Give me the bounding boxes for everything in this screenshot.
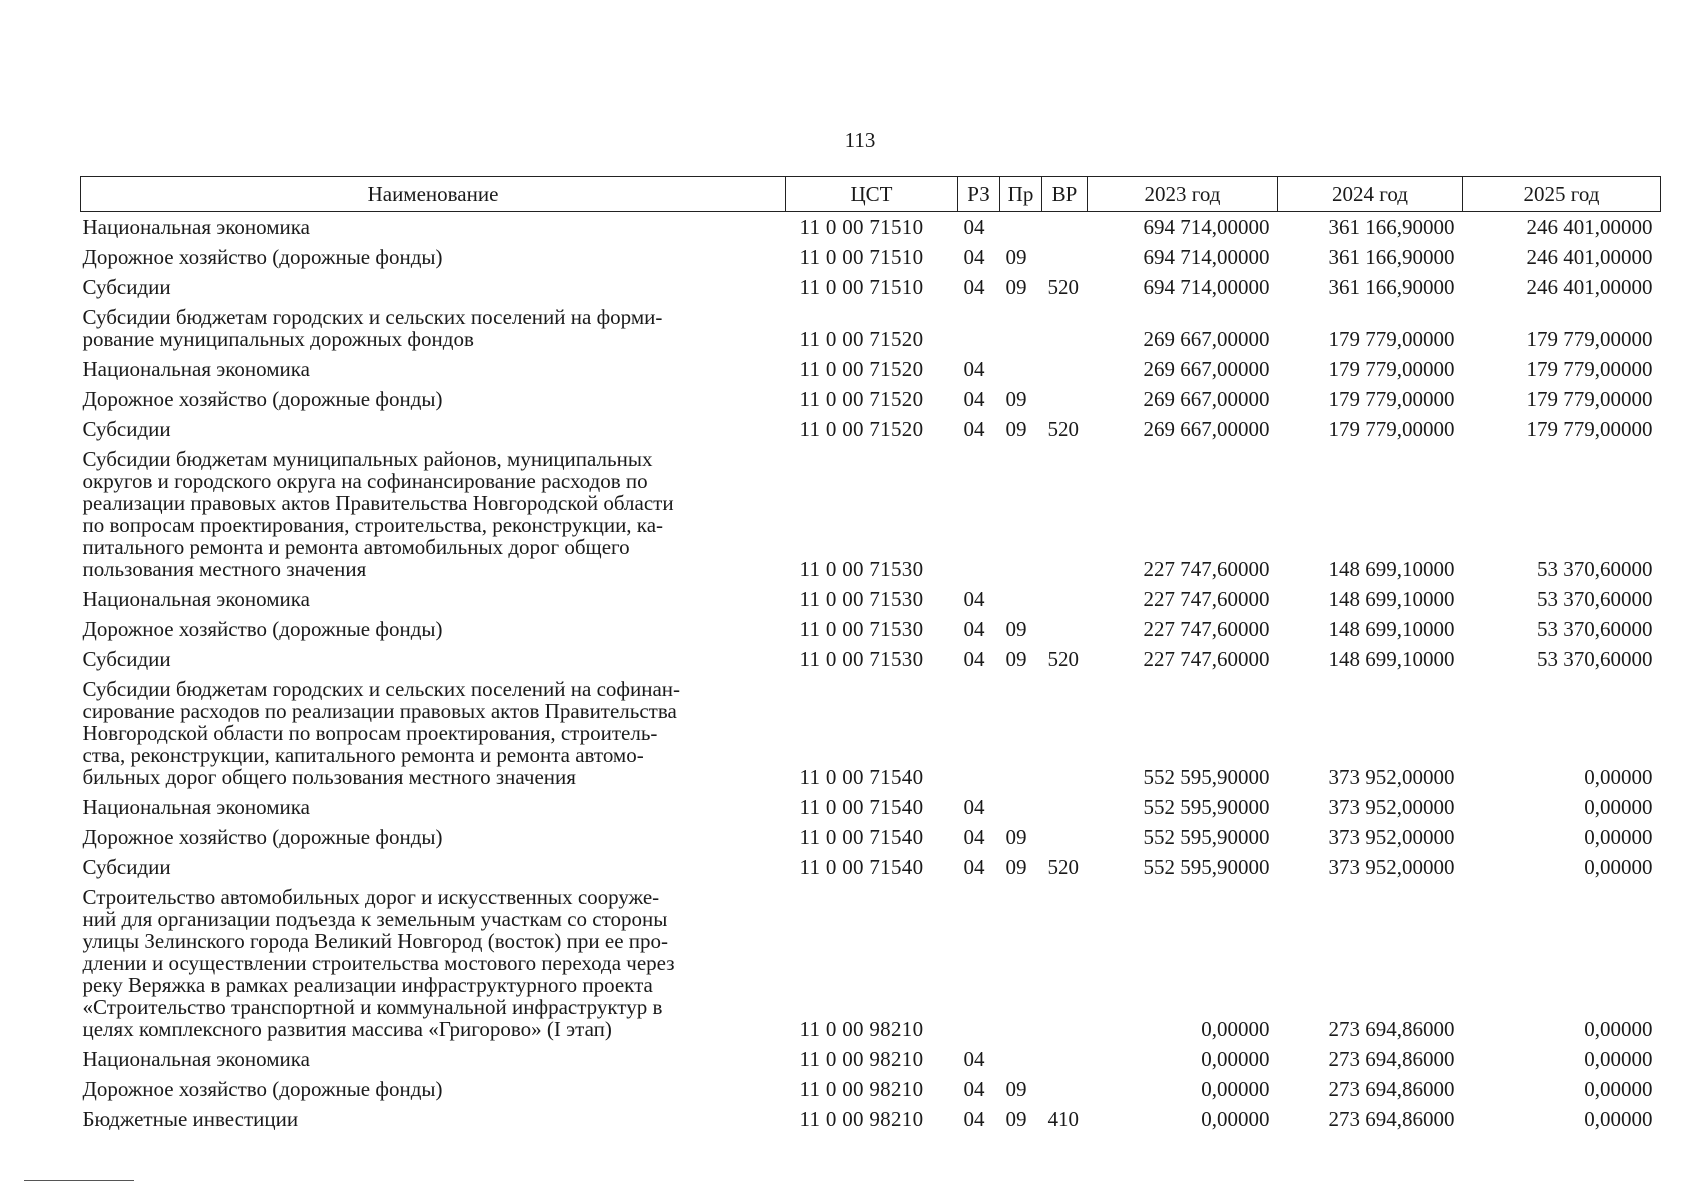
row-rz <box>958 444 1000 584</box>
row-2024: 273 694,86000 <box>1328 1047 1455 1071</box>
table-header-row <box>81 177 1661 212</box>
row-name: Дорожное хозяйство (дорожные фонды) <box>82 617 443 641</box>
header-rz: РЗ <box>958 177 1000 212</box>
table-row <box>81 614 1661 644</box>
row-name: Национальная экономика <box>82 587 310 611</box>
row-2025: 53 370,60000 <box>1537 617 1653 641</box>
header-2023: 2023 год <box>1088 177 1278 212</box>
row-pr <box>1000 792 1042 822</box>
row-name: Субсидии бюджетам городских и сельских поселений на софинан- сирование расходов по реализации правовых актов Правительства Новгородской области по вопросам проектирования, строитель- ства, реконструкции, капитального ремонта и ремонта автомо- бильных дорог общего пользования местного значения <box>82 677 681 789</box>
row-rz: 04 <box>963 417 985 441</box>
header-2024: 2024 год <box>1278 177 1463 212</box>
row-2023: 227 747,60000 <box>1143 587 1270 611</box>
row-cst: 11 0 00 71530 <box>799 557 924 581</box>
row-2023: 694 714,00000 <box>1143 215 1270 239</box>
row-cst: 11 0 00 71540 <box>799 765 924 789</box>
row-pr: 09 <box>1005 1077 1027 1101</box>
row-vr: 520 <box>1047 855 1079 879</box>
row-2024: 148 699,10000 <box>1328 647 1455 671</box>
row-2025: 0,00000 <box>1584 825 1653 849</box>
row-2025: 246 401,00000 <box>1526 245 1653 269</box>
row-cst: 11 0 00 98210 <box>799 1047 924 1071</box>
row-vr <box>1042 242 1088 272</box>
header-2025: 2025 год <box>1463 177 1661 212</box>
row-vr <box>1042 354 1088 384</box>
row-name: Дорожное хозяйство (дорожные фонды) <box>82 245 443 269</box>
row-2024: 179 779,00000 <box>1328 357 1455 381</box>
row-pr <box>1000 674 1042 792</box>
row-2025: 53 370,60000 <box>1537 557 1653 581</box>
row-rz: 04 <box>963 855 985 879</box>
row-cst: 11 0 00 71520 <box>799 387 924 411</box>
table-row <box>81 674 1661 792</box>
row-cst: 11 0 00 71530 <box>799 617 924 641</box>
row-2023: 0,00000 <box>1201 1077 1270 1101</box>
row-pr: 09 <box>1005 417 1027 441</box>
row-pr: 09 <box>1005 1107 1027 1131</box>
row-rz: 04 <box>963 1077 985 1101</box>
table-row <box>81 414 1661 444</box>
row-2025: 246 401,00000 <box>1526 275 1653 299</box>
table-row <box>81 302 1661 354</box>
row-2024: 273 694,86000 <box>1328 1017 1455 1041</box>
page-number: 113 <box>844 128 876 152</box>
row-2024: 179 779,00000 <box>1328 387 1455 411</box>
row-2024: 373 952,00000 <box>1328 855 1455 879</box>
row-2025: 53 370,60000 <box>1537 587 1653 611</box>
row-name: Строительство автомобильных дорог и искусственных сооруже- ний для организации подъезда к земельным участкам со стороны улицы Зелинского города Великий Новгород (восток) при ее про- длении и осуществлении строительства мостового перехода через реку Веряжка в рамках реализации инфраструктурного проекта «Строительство транспортной и коммунальной инфраструктур в целях комплексного развития массива «Григорово» (I этап) <box>82 885 675 1041</box>
row-name: Дорожное хозяйство (дорожные фонды) <box>82 387 443 411</box>
row-rz: 04 <box>963 275 985 299</box>
row-pr: 09 <box>1005 245 1027 269</box>
row-2023: 227 747,60000 <box>1143 647 1270 671</box>
row-2023: 269 667,00000 <box>1143 417 1270 441</box>
row-cst: 11 0 00 71520 <box>799 357 924 381</box>
row-2023: 552 595,90000 <box>1143 855 1270 879</box>
row-cst: 11 0 00 98210 <box>799 1017 924 1041</box>
row-pr: 09 <box>1005 855 1027 879</box>
row-2023: 552 595,90000 <box>1143 825 1270 849</box>
row-rz: 04 <box>963 647 985 671</box>
row-vr <box>1042 584 1088 614</box>
row-rz: 04 <box>963 387 985 411</box>
header-cst: ЦСТ <box>786 177 958 212</box>
row-vr <box>1042 1044 1088 1074</box>
table-row <box>81 354 1661 384</box>
row-2025: 0,00000 <box>1584 1047 1653 1071</box>
row-name: Национальная экономика <box>82 357 310 381</box>
row-2024: 179 779,00000 <box>1328 327 1455 351</box>
row-name: Национальная экономика <box>82 795 310 819</box>
row-2024: 273 694,86000 <box>1328 1077 1455 1101</box>
row-vr <box>1042 792 1088 822</box>
row-rz <box>958 674 1000 792</box>
row-pr: 09 <box>1005 825 1027 849</box>
row-2025: 0,00000 <box>1584 1107 1653 1131</box>
table-row <box>81 1044 1661 1074</box>
row-cst: 11 0 00 71530 <box>799 587 924 611</box>
row-pr <box>1000 212 1042 243</box>
row-2024: 361 166,90000 <box>1328 215 1455 239</box>
header-name: Наименование <box>81 177 786 212</box>
row-vr <box>1042 614 1088 644</box>
row-2025: 0,00000 <box>1584 1017 1653 1041</box>
table-row <box>81 384 1661 414</box>
row-2023: 269 667,00000 <box>1143 357 1270 381</box>
table-row <box>81 272 1661 302</box>
row-name: Субсидии бюджетам муниципальных районов, муниципальных округов и городского округа на софинансирование расходов по реализации правовых актов Правительства Новгородской области по вопросам проектирования, строительства, реконструкции, ка- питального ремонта и ремонта автомобильных дорог общего пользования местного значения <box>82 447 674 581</box>
row-2024: 361 166,90000 <box>1328 245 1455 269</box>
row-2023: 227 747,60000 <box>1143 557 1270 581</box>
table-row <box>81 644 1661 674</box>
table-row <box>81 822 1661 852</box>
row-cst: 11 0 00 98210 <box>799 1107 924 1131</box>
row-cst: 11 0 00 71520 <box>799 417 924 441</box>
budget-table <box>80 176 1661 1134</box>
row-2023: 552 595,90000 <box>1143 795 1270 819</box>
row-2025: 0,00000 <box>1584 1077 1653 1101</box>
row-2025: 179 779,00000 <box>1526 417 1653 441</box>
row-pr <box>1000 882 1042 1044</box>
row-pr: 09 <box>1005 647 1027 671</box>
row-2023: 0,00000 <box>1201 1017 1270 1041</box>
row-vr <box>1042 882 1088 1044</box>
row-2023: 694 714,00000 <box>1143 245 1270 269</box>
row-name: Бюджетные инвестиции <box>82 1107 299 1131</box>
table-row <box>81 792 1661 822</box>
row-name: Дорожное хозяйство (дорожные фонды) <box>82 1077 443 1101</box>
row-2025: 53 370,60000 <box>1537 647 1653 671</box>
row-cst: 11 0 00 71510 <box>799 245 924 269</box>
row-2023: 227 747,60000 <box>1143 617 1270 641</box>
row-rz: 04 <box>963 795 985 819</box>
row-vr <box>1042 674 1088 792</box>
row-name: Субсидии <box>82 855 171 879</box>
row-2024: 373 952,00000 <box>1328 825 1455 849</box>
header-vr: ВР <box>1042 177 1088 212</box>
footer-divider <box>24 1180 134 1181</box>
table-row <box>81 242 1661 272</box>
row-2023: 0,00000 <box>1201 1047 1270 1071</box>
row-rz: 04 <box>963 215 985 239</box>
row-2025: 246 401,00000 <box>1526 215 1653 239</box>
row-2024: 273 694,86000 <box>1328 1107 1455 1131</box>
row-2024: 179 779,00000 <box>1328 417 1455 441</box>
row-name: Дорожное хозяйство (дорожные фонды) <box>82 825 443 849</box>
row-2024: 361 166,90000 <box>1328 275 1455 299</box>
table-row <box>81 1104 1661 1134</box>
row-rz <box>958 882 1000 1044</box>
row-rz: 04 <box>963 357 985 381</box>
row-rz: 04 <box>963 245 985 269</box>
row-name: Национальная экономика <box>82 215 310 239</box>
row-cst: 11 0 00 71540 <box>799 825 924 849</box>
row-2025: 179 779,00000 <box>1526 387 1653 411</box>
row-2025: 0,00000 <box>1584 795 1653 819</box>
row-pr <box>1000 1044 1042 1074</box>
row-2024: 148 699,10000 <box>1328 587 1455 611</box>
row-cst: 11 0 00 71510 <box>799 275 924 299</box>
row-rz: 04 <box>963 1107 985 1131</box>
row-vr: 520 <box>1047 275 1079 299</box>
table-row <box>81 882 1661 1044</box>
header-pr: Пр <box>1000 177 1042 212</box>
row-vr <box>1042 212 1088 243</box>
row-2025: 0,00000 <box>1584 855 1653 879</box>
row-cst: 11 0 00 71510 <box>799 215 924 239</box>
table-row <box>81 212 1661 243</box>
row-2023: 694 714,00000 <box>1143 275 1270 299</box>
row-cst: 11 0 00 71530 <box>799 647 924 671</box>
table-row <box>81 444 1661 584</box>
table-row <box>81 584 1661 614</box>
table-body <box>81 212 1661 1135</box>
row-rz: 04 <box>963 587 985 611</box>
row-vr: 520 <box>1047 417 1079 441</box>
row-name: Субсидии бюджетам городских и сельских поселений на форми- рование муниципальных дорожных фондов <box>82 305 663 351</box>
row-2023: 552 595,90000 <box>1143 765 1270 789</box>
row-pr <box>1000 302 1042 354</box>
row-2023: 0,00000 <box>1201 1107 1270 1131</box>
row-rz: 04 <box>963 617 985 641</box>
table-row <box>81 852 1661 882</box>
row-2023: 269 667,00000 <box>1143 387 1270 411</box>
row-cst: 11 0 00 71520 <box>799 327 924 351</box>
row-vr <box>1042 384 1088 414</box>
row-2023: 269 667,00000 <box>1143 327 1270 351</box>
row-2024: 148 699,10000 <box>1328 557 1455 581</box>
row-cst: 11 0 00 71540 <box>799 855 924 879</box>
row-2024: 373 952,00000 <box>1328 795 1455 819</box>
row-pr <box>1000 444 1042 584</box>
row-2024: 373 952,00000 <box>1328 765 1455 789</box>
row-rz <box>958 302 1000 354</box>
row-cst: 11 0 00 71540 <box>799 795 924 819</box>
row-vr <box>1042 822 1088 852</box>
row-2024: 148 699,10000 <box>1328 617 1455 641</box>
row-rz: 04 <box>963 825 985 849</box>
row-pr <box>1000 354 1042 384</box>
row-pr <box>1000 584 1042 614</box>
row-pr: 09 <box>1005 387 1027 411</box>
row-2025: 179 779,00000 <box>1526 327 1653 351</box>
row-name: Субсидии <box>82 647 171 671</box>
row-rz: 04 <box>963 1047 985 1071</box>
row-name: Субсидии <box>82 417 171 441</box>
row-vr: 410 <box>1047 1107 1079 1131</box>
row-vr: 520 <box>1047 647 1079 671</box>
row-cst: 11 0 00 98210 <box>799 1077 924 1101</box>
row-vr <box>1042 1074 1088 1104</box>
row-2025: 0,00000 <box>1584 765 1653 789</box>
row-vr <box>1042 302 1088 354</box>
row-pr: 09 <box>1005 275 1027 299</box>
row-vr <box>1042 444 1088 584</box>
row-name: Субсидии <box>82 275 171 299</box>
row-name: Национальная экономика <box>82 1047 310 1071</box>
row-2025: 179 779,00000 <box>1526 357 1653 381</box>
row-pr: 09 <box>1005 617 1027 641</box>
table-row <box>81 1074 1661 1104</box>
